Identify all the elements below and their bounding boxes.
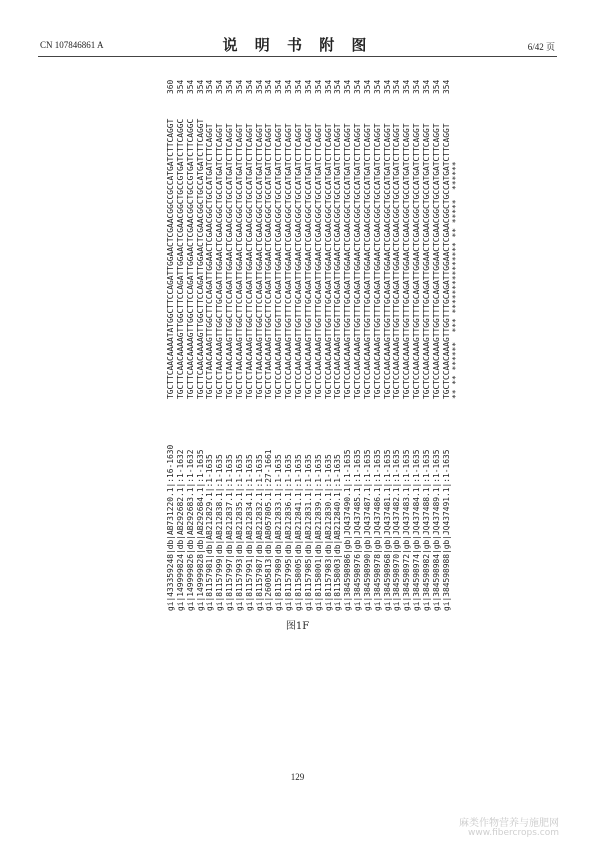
accession-label: gi|149999824|db|AB292682.1|:1-1632 — [175, 449, 185, 611]
alignment-row — [166, 66, 176, 611]
sequence-text: TGCTCCAACAAAGTTGGTTTGCAGATTGGAACTCGAACGGCTGCCATGATCTTCAGGT — [293, 123, 303, 399]
accession-label: gi|384598968|gb|JQ437481.1|:1-1635 — [382, 449, 392, 611]
accession-label: gi|384598990|gb|JQ437487.1|:1-1635 — [362, 449, 372, 611]
alignment-row — [373, 66, 383, 611]
accession-label: gi|81157985|db|AB212831.1|:1-1635 — [303, 454, 313, 611]
position-number: 354 — [234, 79, 244, 94]
accession-label: gi|81157999|db|AB212838.1|:1-1635 — [215, 454, 225, 611]
alignment-row — [432, 66, 442, 611]
sequence-text: TGCTCCAACAAAGTTGGTTTGCAGATTGGAACTCGAACGGCTGCCATGATCTTCAGGT — [362, 123, 372, 399]
accession-label: gi|81157983|db|AB212830.1|:1-1635 — [323, 454, 333, 611]
sequence-text: TGCTCCAACAAAGTTGGTTTGCAGATTGGAACTCGAACGGCTGCCATGATCTTCAGGT — [353, 123, 363, 399]
alignment-row — [274, 66, 284, 611]
accession-label: gi|384598974|gb|JQ437484.1|:1-1635 — [412, 449, 422, 611]
position-number: 354 — [313, 79, 323, 94]
position-number: 354 — [293, 79, 303, 94]
alignment-row — [392, 66, 402, 611]
sequence-text: TGCTTCAACAAAAGTTGGCTTCCAGATTGGAACTCGAACGGCTGCCGTGATCTTCAGGC — [185, 118, 195, 399]
position-number: 360 — [166, 79, 175, 94]
accession-label: gi|26005813|db|AB057805.1|:27-1661 — [264, 449, 274, 611]
sequence-text: TGCTCCAACAAAGTTGGTTTGCAGATTGGAACTCGAACGGCTGCCATGATCTTCAGGT — [343, 123, 353, 399]
position-number: 354 — [185, 79, 195, 94]
sequence-text: TGCTCCAACAAAGTTGGTTTGCAGATTGGAACTCGAACGGCTGCCATGATCTTCAGGT — [313, 123, 323, 399]
alignment-row — [442, 66, 452, 611]
sequence-text: TGCTTCAACAAAATATGGCTTCCAGATTGGAACTCGAACGGCCGCCATGATCTTCAGGT — [166, 118, 175, 399]
sequence-text: TGCTTCAACAAAAGTTGGCTTCCAGATTGGAACTCGAACGGCTGCCATGATCTTCAGGT — [195, 118, 205, 399]
sequence-text: TGCTCCAACAAAGTTGGTTTGCAGATTGGAACTCGAACGGCTGCCATGATCTTCAGGT — [382, 123, 392, 399]
accession-label: gi|149999828|db|AB292684.1|:1-1635 — [195, 449, 205, 611]
accession-label: gi|81157987|db|AB212832.1|:1-1635 — [254, 454, 264, 611]
alignment-row — [343, 66, 353, 611]
consensus-row — [451, 66, 461, 611]
accession-label: gi|81158001|db|AB212839.1|:1-1635 — [313, 454, 323, 611]
sequence-text: TGCTCCAACAAAGTTGGTTTGCAGATTGGAACTCGAACGGCTGCCATGATCTTCAGGT — [333, 123, 343, 399]
sequence-text: TGCTCTAACAAAGTTGGCTTGCAGATTGGAACTCGAACGGCTGCCATGATCTTCAGGT — [215, 123, 225, 399]
sequence-text: TGCTCCAACAAAGTTGGTTTGCAGATTGGAACTCGAACGGCTGCCATGATCTTCAGGT — [392, 123, 402, 399]
patent-number: CN 107846861 A — [40, 40, 104, 50]
sequence-text: TGCTCTAACAAAGTTGGCTTCCAGATTGGAACTCGAACGGCTGCCATGATCTTCAGGT — [234, 123, 244, 399]
accession-label: gi|433359248|db|AB731220.1|:16-1630 — [166, 444, 175, 611]
accession-label: gi|149999826|db|AB292683.1|:1-1632 — [185, 449, 195, 611]
sequence-text: TGCTCCAACAAAGTTGGTTTGCAGATTGGAACTCGAACGGCTGCCATGATCTTCAGGT — [303, 123, 313, 399]
alignment-row — [422, 66, 432, 611]
accession-label: gi|81157993|db|AB212835.1|:1-1635 — [234, 454, 244, 611]
accession-label: gi|81158003|db|AB212840.1|:1-1635 — [333, 454, 343, 611]
sequence-text: TGCTCCAACAAAGTTGGTTTGCAGATTGGAACTCGAACGGCTGCCATGATCTTCAGGT — [402, 123, 412, 399]
position-number: 354 — [303, 79, 313, 94]
sequence-text: TGCTCTAACAAAGTTGGCTTCCAGATTGGAACTCGAACGGCTGCCATGATCTTCAGGT — [244, 123, 254, 399]
position-number: 354 — [274, 79, 284, 94]
alignment-row — [314, 66, 324, 611]
position-number: 354 — [244, 79, 254, 94]
alignment-row — [412, 66, 422, 611]
alignment-row — [284, 66, 294, 611]
header-divider — [38, 56, 557, 57]
accession-label: gi|81158005|db|AB212841.1|:1-1635 — [293, 454, 303, 611]
alignment-row — [294, 66, 304, 611]
position-number: 354 — [225, 79, 235, 94]
sequence-text: TGCTCCAACAAAGTTGGTTTGCAGATTGGAACTCGAACGGCTGCCATGATCTTCAGGT — [431, 123, 441, 399]
accession-label: gi|81157981|db|AB212829.1|:1-1635 — [205, 454, 215, 611]
position-number: 354 — [254, 79, 264, 94]
alignment-row — [255, 66, 265, 611]
accession-label: gi|384598988|gb|JQ437491.1|:1-1635 — [441, 449, 451, 611]
accession-label: gi|384598970|gb|JQ437482.1|:1-1635 — [392, 449, 402, 611]
sequence-text: TGCTCCAACAAAGTTGGTTTGCAGATTGGAACTCGAACGGCTGCCATGATCTTCAGGT — [412, 123, 422, 399]
alignment-row — [363, 66, 373, 611]
watermark-url: www.fibercrops.com — [468, 828, 559, 838]
sequence-text: TGCTCCAACAAAGTTGGTTTCCAGATTGGAACTCGAACGGCTGCCATGATCTTCAGGT — [274, 123, 284, 399]
page-title: 说 明 书 附 图 — [222, 36, 373, 54]
accession-label: gi|384598984|gb|JQ437489.1|:1-1635 — [431, 449, 441, 611]
position-number: 354 — [215, 79, 225, 94]
alignment-row — [353, 66, 363, 611]
position-number: 354 — [382, 79, 392, 94]
position-number: 354 — [343, 79, 353, 94]
sequence-text: TGCTCCAACAAAGTTGGTTTGCAGATTGGAACTCGAACGGCTGCCATGATCTTCAGGT — [323, 123, 333, 399]
alignment-row — [304, 66, 314, 611]
accession-label: gi|81157997|db|AB212837.1|:1-1635 — [225, 454, 235, 611]
alignment-row — [176, 66, 186, 611]
alignment-row — [383, 66, 393, 611]
sequence-text: TGCTCTAACAAAGTTGGCTTCCAGATTGGAACTCGAACGGCTGCCATGATCTTCAGGT — [264, 123, 274, 399]
position-number: 354 — [431, 79, 441, 94]
alignment-row — [215, 66, 225, 611]
accession-label: gi|384598978|gb|JQ437486.1|:1-1635 — [372, 449, 382, 611]
position-number: 354 — [284, 79, 294, 94]
alignment-row — [205, 66, 215, 611]
accession-label: gi|384598976|gb|JQ437485.1|:1-1635 — [353, 449, 363, 611]
position-number: 354 — [353, 79, 363, 94]
position-number: 354 — [175, 79, 185, 94]
accession-label: gi|81157989|db|AB212833.1|:1-1635 — [274, 454, 284, 611]
position-number: 354 — [392, 79, 402, 94]
accession-label: gi|384598986|gb|JQ437490.1|:1-1635 — [343, 449, 353, 611]
position-number: 354 — [323, 79, 333, 94]
sequence-text: TGCTCTAACAAAGTTGGCTTCCAGATTGGAACTCGAACGGCTGCCATGATCTTCAGGT — [205, 123, 215, 399]
position-number: 354 — [412, 79, 422, 94]
alignment-row — [245, 66, 255, 611]
sequence-alignment — [166, 66, 496, 611]
sequence-text: TGCTCCAACAAAGTTGGTTTGCAGATTGGAACTCGAACGGCTGCCATGATCTTCAGGT — [421, 123, 431, 399]
alignment-row — [225, 66, 235, 611]
position-number: 354 — [264, 79, 274, 94]
alignment-row — [196, 66, 206, 611]
sequence-text: ** ** ****** *** *************** ** ***** ****** — [451, 161, 461, 399]
position-number: 354 — [402, 79, 412, 94]
position-number — [451, 66, 461, 94]
position-number: 354 — [421, 79, 431, 94]
watermark-site-name: 麻类作物营养与施肥网 — [459, 818, 559, 829]
alignment-row — [324, 66, 334, 611]
alignment-row — [186, 66, 196, 611]
sequence-text: TGCTTCAACAAAAGTTGGCTTCCAGATTGGAACTCGAACGGCTGCCGTGATCTTCAGGC — [175, 118, 185, 399]
accession-label: gi|81157991|db|AB212834.1|:1-1635 — [244, 454, 254, 611]
accession-label — [451, 399, 461, 611]
position-number: 354 — [362, 79, 372, 94]
accession-label: gi|81157995|db|AB212836.1|:1-1635 — [284, 454, 294, 611]
sequence-text: TGCTCTAACAAAGTTGGCTTCCAGATTGGAACTCGAACGGCTGCCATGATCTTCAGGT — [254, 123, 264, 399]
sequence-text: TGCTCTAACAAAGTTGGCTTCCAGATTGGAACTCGAACGGCTGCCATGATCTTCAGGT — [225, 123, 235, 399]
alignment-row — [264, 66, 274, 611]
alignment-row — [333, 66, 343, 611]
sequence-text: TGCTCCAACAAAGTTGGTTTGCAGATTGGAACTCGAACGGCTGCCATGATCTTCAGGT — [372, 123, 382, 399]
sequence-text: TGCTCCAACAAAGTTGGTTTCCAGATTGGAACTCGAACGGCTGCCATGATCTTCAGGT — [284, 123, 294, 399]
position-number: 354 — [441, 79, 451, 94]
position-number: 354 — [372, 79, 382, 94]
position-number: 354 — [205, 79, 215, 94]
alignment-row — [235, 66, 245, 611]
accession-label: gi|384598972|gb|JQ437483.1|:1-1635 — [402, 449, 412, 611]
figure-caption: 图1F — [285, 621, 310, 632]
accession-label: gi|384598982|gb|JQ437488.1|:1-1635 — [421, 449, 431, 611]
position-number: 354 — [333, 79, 343, 94]
page-number: 129 — [290, 772, 305, 782]
sequence-text: TGCTCCAACAAAGTTGGTTTGCAGATTGGAACTCGAACGGCTGCCATGATCTTCAGGT — [441, 123, 451, 399]
alignment-row — [402, 66, 412, 611]
position-number: 354 — [195, 79, 205, 94]
page-counter: 6/42 页 — [527, 42, 555, 52]
